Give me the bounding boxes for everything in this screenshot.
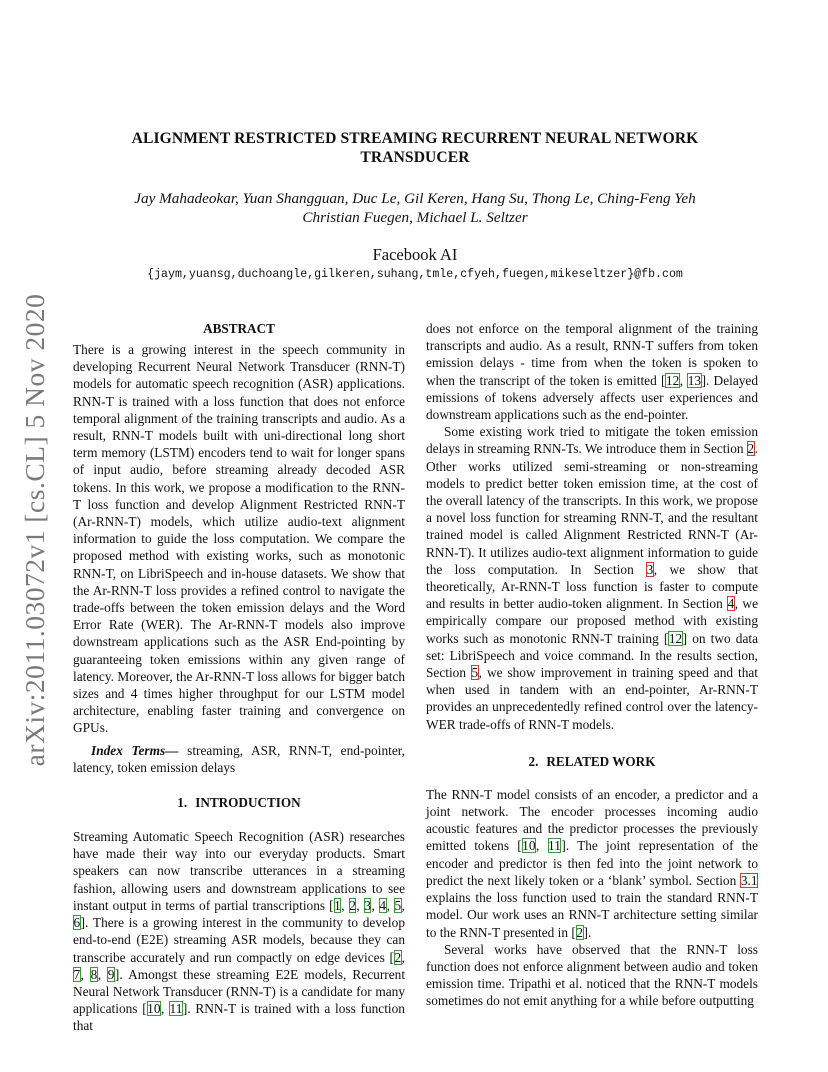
citation-link[interactable]: 11 [548,838,561,854]
intro-paragraph-1: Streaming Automatic Speech Recognition (ASR) researches have made their way into our everyday products. Smart speakers can now transcribe utterances in a streaming fashion, allowing users and downstream applications to see instant output in terms of partial transcriptions [1, 2, 3, 4, 5, 6]. There is a growing interest in the community to develop end-to-end (E2E) streaming ASR models, because they can transcribe accurately and run compactly on edge devices [2, 7, 8, 9]. Amongst these streaming E2E models, Recurrent Neural Network Transducer (RNN-T) is a candidate for many applications [10, 11]. RNN-T is trained with a loss function that [73,829,406,1034]
citation-link[interactable]: 5 [394,897,402,913]
citation-link[interactable]: 2 [576,924,584,940]
citation-link[interactable]: 10 [147,1001,161,1017]
abstract-text: There is a growing interest in the speech community in developing Recurrent Neural Network Transducer (RNN-T) models for automatic speech recognition (ASR) applications. RNN-T is trained with a loss function that does not enforce temporal alignment of the training transcripts and audio. As a result, RNN-T models built with uni-directional long short term memory (LSTM) encoders tend to wait for longer spans of input audio, before streaming already decoded ASR tokens. In this work, we propose a modification to the RNN-T loss function and develop Alignment Restricted RNN-T (Ar-RNN-T) models, which utilize audio-text alignment information to guide the loss computation. We compare the proposed method with existing works, such as monotonic RNN-T, on LibriSpeech and in-house datasets. We show that the Ar-RNN-T loss provides a refined control to navigate the trade-offs between the token emission delays and the Word Error Rate (WER). The Ar-RNN-T models also improve downstream applications such as the ASR End-pointing by guaranteeing token emissions within any given range of latency. Moreover, the Ar-RNN-T loss allows for bigger batch sizes and 4 times higher throughput for our LSTM model architecture, enabling faster training and convergence on GPUs. [73,342,405,736]
text-run: . Other works utilized semi-streaming or non-streaming models to predict better token emission time, at the cost of the overall latency of the transcripts. In this work, we propose a novel loss function for streaming RNN-T, and the resultant trained model is called Alignment Restricted RNN-T (Ar-RNN-T). It utilizes audio-text alignment information to guide the loss computation. In Section [426,441,758,577]
authors-line-2: Christian Fuegen, Michael L. Seltzer [302,209,528,226]
section-link[interactable]: 3.1 [740,872,758,888]
title-line-2: TRANSDUCER [360,149,470,166]
text-run: does not enforce on the temporal alignment of the training transcripts and audio. As a result, RNN-T suffers from token emission delays - time from when the token is spoken to when the transcript of the token is emitted [426,321,758,388]
text-run: . [587,924,592,940]
text-run: explains the loss function used to train the standard RNN-T model. Our work uses an RNN-T architecture setting similar to the RNN-T presented in [426,890,758,940]
text-run: . RNN-T is trained with a loss function that [73,1001,405,1034]
paper-title [90,129,740,167]
section-link[interactable]: 5 [471,665,479,681]
abstract-heading: ABSTRACT [203,321,275,336]
text-run: . Delayed emissions of tokens adversely affects user experiences and downstream applications such as the end-pointer. [426,372,759,423]
text-run: . There is a growing interest in the community to develop end-to-end (E2E) streaming ASR models, because they can transcribe accurately and run compactly on edge devices [73,915,405,965]
section-link[interactable]: 4 [727,596,735,612]
section-title: INTRODUCTION [195,795,301,811]
citation-link[interactable]: 7 [73,966,81,982]
author-list [80,189,750,227]
section-title: RELATED WORK [546,753,656,769]
text-run: , we show improvement in training speed and that when used in tandem with an end-pointer, Ar-RNN-T provides an unprecedentedly refined control over the latency-WER trade-offs of RNN-T models. [426,665,758,732]
index-terms-label: Index Terms— [91,742,179,758]
section-heading-related-work [426,753,758,770]
citation-link[interactable]: 8 [90,966,98,982]
citation-link[interactable]: 6 [73,915,81,931]
text-run: The RNN-T model consists of an encoder, a predictor and a joint network. The encoder processes incoming audio acoustic features and the predictor processes the previously emitted tokens [426,786,758,854]
text-run: Streaming Automatic Speech Recognition (ASR) researches have made their way into our everyday products. Smart speakers can now transcribe utterances in a streaming fashion, allowing users and downstream applications to see instant output in terms of partial transcriptions [73,829,405,913]
section-link[interactable]: 3 [646,561,654,577]
intro-paragraph-1-continued: does not enforce on the temporal alignment of the training transcripts and audio. As a result, RNN-T suffers from token emission delays - time from when the token is spoken to when the transcript of the token is emitted [12, 13]. Delayed emissions of tokens adversely affects user experiences and downstream applications such as the end-pointer. [426,321,759,423]
left-column [73,320,405,1035]
index-terms-text: streaming, ASR, RNN-T, end-pointer, latency, token emission delays [73,742,405,775]
right-column [426,320,758,1010]
citation-link[interactable]: 1 [334,897,341,913]
index-terms [73,742,405,776]
authors-line-1: Jay Mahadeokar, Yuan Shangguan, Duc Le, Gil Keren, Hang Su, Thong Le, Ching-Feng Yeh [134,190,696,207]
section-link[interactable]: 2 [747,441,755,457]
citation-link[interactable]: 12 [665,372,680,388]
text-run: , we show that theoretically, Ar-RNN-T loss function is faster to compute and results in better audio-token alignment. In Section [426,561,758,612]
text-run: . The joint representation of the encoder and predictor is then fed into the joint network to predict the next likely token or a ‘blank’ symbol. Section [426,838,759,888]
citation-link[interactable]: 2 [349,897,356,913]
citation-link[interactable]: 2 [394,949,402,965]
citation-link[interactable]: 10 [522,838,536,854]
citation-link[interactable]: 4 [379,897,387,913]
citation-link[interactable]: 13 [687,372,702,388]
section-number: 2. [528,753,539,769]
section-number: 1. [177,795,188,811]
citation-link[interactable]: 12 [668,630,683,646]
citation-link[interactable]: 3 [364,897,371,913]
intro-paragraph-2: Some existing work tried to mitigate the token emission delays in streaming RNN-Ts. We introduce them in Section 2. Other works utilized semi-streaming or non-streaming models to predict better token emission time, at the cost of the overall latency of the transcripts. In this work, we propose a novel loss function for streaming RNN-T, and the resultant trained model is called Alignment Restricted RNN-T (Ar-RNN-T). It utilizes audio-text alignment information to guide the loss computation. In Section 3, we show that theoretically, Ar-RNN-T loss function is faster to compute and results in better audio-token alignment. In Section 4, we empirically compare our proposed method with existing works such as monotonic RNN-T training [12] on two data set: LibriSpeech and voice command. In the results section, Section 5, we show improvement in training speed and that when used in tandem with an end-pointer, Ar-RNN-T provides an unprecedentedly refined control over the latency-WER trade-offs of RNN-T models. [426,424,758,732]
title-line-1: ALIGNMENT RESTRICTED STREAMING RECURRENT NEURAL NETWORK [131,130,699,147]
affiliation: Facebook AI [372,245,458,264]
section-heading-introduction [73,794,405,811]
text-run: . Amongst these streaming E2E models, Recurrent Neural Network Transducer (RNN-T) is a candidate for many applications [73,966,406,1017]
text-run: on two data set: LibriSpeech and voice command. In the results section, Section [426,630,758,681]
citation-link[interactable]: 11 [169,1001,183,1017]
arxiv-identifier-stamp: arXiv:2011.03072v1 [cs.CL] 5 Nov 2020 [19,293,50,767]
related-paragraph-1: The RNN-T model consists of an encoder, a predictor and a joint network. The encoder processes incoming audio acoustic features and the predictor processes the previously emitted tokens [10, 11]. The joint representation of the encoder and predictor is then fed into the joint network to predict the next likely token or a ‘blank’ symbol. Section 3.1 explains the loss function used to train the standard RNN-T model. Our work uses an RNN-T architecture setting similar to the RNN-T presented in [2]. [426,786,759,940]
text-run: , we empirically compare our proposed method with existing works such as monotonic RNN-T training [426,596,758,646]
author-emails: {jaym,yuansg,duchoangle,gilkeren,suhang,tmle,cfyeh,fuegen,mikeseltzer}@fb.com [147,268,683,281]
text-run: Some existing work tried to mitigate the token emission delays in streaming RNN-Ts. We introduce them in Section [426,424,758,457]
citation-link[interactable]: 9 [107,966,115,982]
related-paragraph-2: Several works have observed that the RNN-T loss function does not enforce alignment between audio and token emission time. Tripathi et al. noticed that the RNN-T models sometimes do not emit anything for a while before outputting [426,941,758,1009]
